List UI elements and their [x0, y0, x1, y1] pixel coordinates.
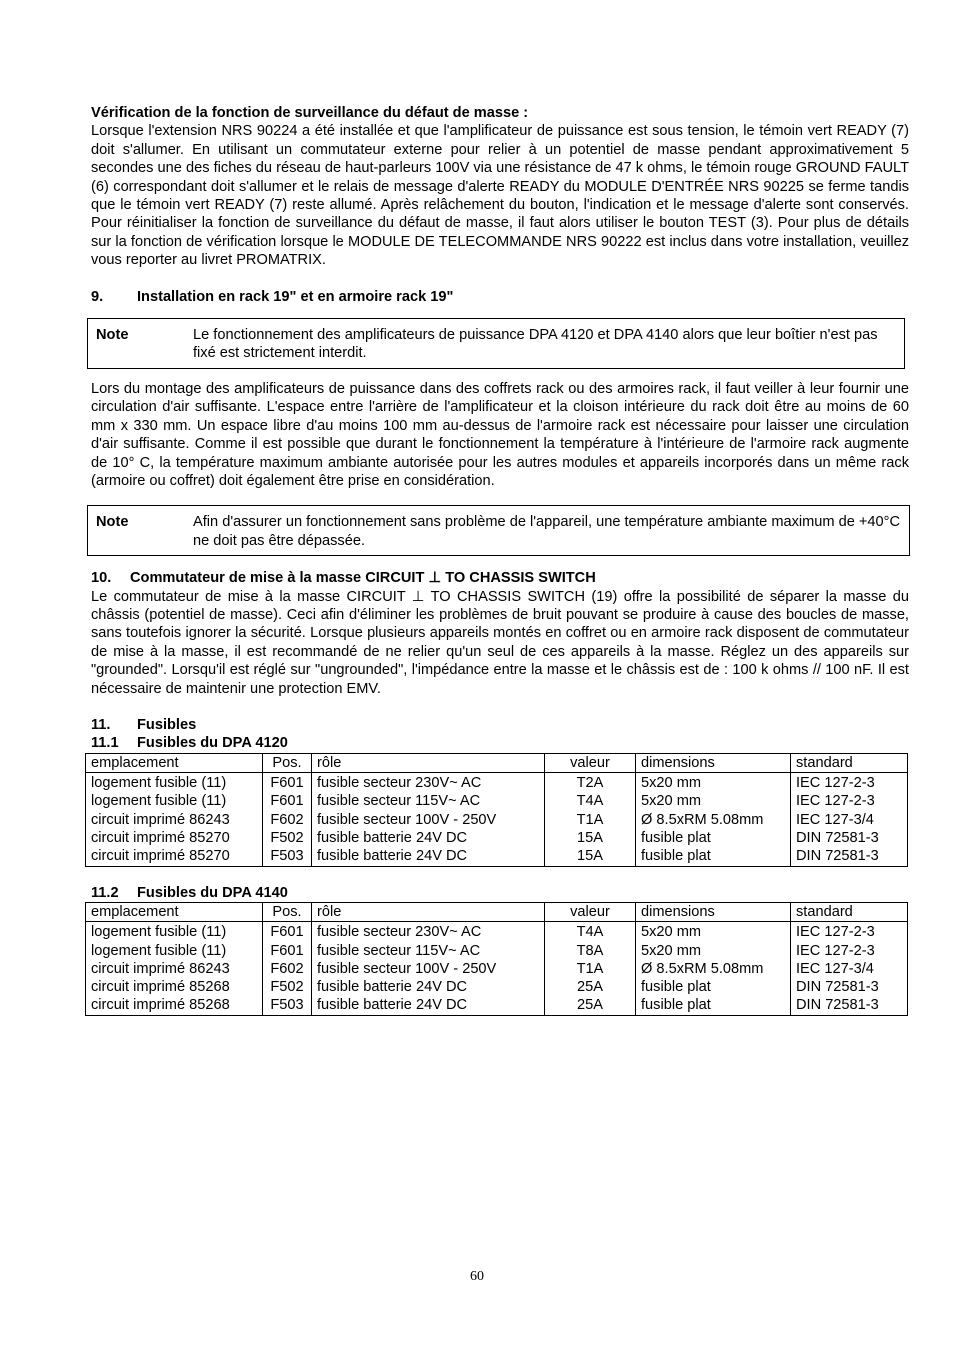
cell-valeur: T4A — [545, 922, 636, 942]
note-text-1: Le fonctionnement des amplificateurs de puissance DPA 4120 et DPA 4140 alors que leur boîtier n'est pas fixé est strictement interdit. — [193, 327, 878, 362]
cell-standard: DIN 72581-3 — [791, 978, 908, 996]
note-box-1 — [87, 318, 905, 369]
cell-pos: F503 — [263, 996, 312, 1015]
section-10-heading — [91, 569, 909, 587]
cell-emplacement: circuit imprimé 86243 — [86, 811, 263, 829]
fuse-table-dpa-4140 — [85, 902, 908, 1016]
cell-emplacement: logement fusible (11) — [86, 773, 263, 793]
cell-pos: F502 — [263, 978, 312, 996]
cell-pos: F601 — [263, 792, 312, 810]
cell-pos: F602 — [263, 811, 312, 829]
section-10-title: Commutateur de mise à la masse CIRCUIT ⊥ TO CHASSIS SWITCH — [130, 570, 596, 587]
table-header-row — [86, 753, 908, 772]
fuse-table-dpa-4120 — [85, 753, 908, 867]
table-header-row — [86, 902, 908, 921]
cell-role: fusible secteur 230V~ AC — [312, 773, 545, 793]
table-body — [86, 922, 908, 1015]
cell-role: fusible secteur 115V~ AC — [312, 792, 545, 810]
section-9-paragraph: Lors du montage des amplificateurs de puissance dans des coffrets rack ou des armoires rack, il faut veiller à leur fournir une circulation d'air suffisante. L'espace entre l'arrière de l'amplificateur et la cloison intérieure du rack doit être au moins de 60 mm x 330 mm. Un espace libre d'au moins 100 mm au-dessus de l'armoire rack est nécessaire pour laisser une circulation d'air suffisante. Comme il est possible que durant le fonctionnement la température à l'intérieure de l'armoire rack augmente de 10° C, la température maximum ambiante autorisée pour les autres modules et appareils incorporés dans un même rack (armoire ou coffret) doit également être prise en considération. — [91, 380, 909, 489]
cell-standard: IEC 127-3/4 — [791, 960, 908, 978]
cell-valeur: T1A — [545, 811, 636, 829]
header-pos: Pos. — [263, 902, 312, 921]
cell-standard: DIN 72581-3 — [791, 847, 908, 866]
cell-dimensions: 5x20 mm — [636, 942, 791, 960]
cell-dimensions: fusible plat — [636, 829, 791, 847]
header-dimensions: dimensions — [636, 902, 791, 921]
cell-pos: F601 — [263, 773, 312, 793]
page-number: 60 — [470, 1269, 484, 1284]
header-role: rôle — [312, 753, 545, 772]
note-label-1: Note — [96, 327, 129, 344]
table-row — [86, 960, 908, 978]
cell-role: fusible secteur 100V - 250V — [312, 811, 545, 829]
cell-standard: IEC 127-2-3 — [791, 922, 908, 942]
cell-role: fusible batterie 24V DC — [312, 829, 545, 847]
cell-standard: IEC 127-3/4 — [791, 811, 908, 829]
cell-emplacement: circuit imprimé 85268 — [86, 978, 263, 996]
cell-role: fusible secteur 100V - 250V — [312, 960, 545, 978]
cell-dimensions: fusible plat — [636, 847, 791, 866]
cell-role: fusible batterie 24V DC — [312, 978, 545, 996]
cell-standard: DIN 72581-3 — [791, 829, 908, 847]
table-row — [86, 829, 908, 847]
section-9-title: Installation en rack 19" et en armoire rack 19" — [137, 288, 454, 305]
cell-valeur: 25A — [545, 996, 636, 1015]
cell-valeur: 25A — [545, 978, 636, 996]
table-row — [86, 811, 908, 829]
section-10-number: 10. — [91, 570, 112, 587]
cell-dimensions: 5x20 mm — [636, 773, 791, 793]
cell-role: fusible batterie 24V DC — [312, 996, 545, 1015]
table-1-number: 11.1 — [91, 735, 119, 752]
table-2-heading — [91, 884, 909, 902]
header-standard: standard — [791, 753, 908, 772]
cell-emplacement: circuit imprimé 85268 — [86, 996, 263, 1015]
table-row — [86, 792, 908, 810]
cell-standard: IEC 127-2-3 — [791, 773, 908, 793]
cell-standard: DIN 72581-3 — [791, 996, 908, 1015]
intro-paragraph: Lorsque l'extension NRS 90224 a été installée et que l'amplificateur de puissance est sous tension, le témoin vert READY (7) doit s'allumer. En utilisant un commutateur externe pour relier à un potentiel de masse pendant approximativement 5 secondes une des fiches du réseau de haut-parleurs 100V via une résistance de 47 k ohms, le témoin rouge GROUND FAULT (6) correspondant doit s'allumer et le relais de message d'alerte READY du MODULE D'ENTRÉE NRS 90225 se ferme tandis que le témoin vert READY (7) reste allumé. Après relâchement du bouton, l'indication et le message d'alerte sont conservés. Pour réinitialiser la fonction de surveillance du défaut de masse, il faut alors utiliser le bouton TEST (3). Pour plus de détails sur la fonction de vérification lorsque le MODULE DE TELECOMMANDE NRS 90222 est inclus dans votre installation, veuillez vous reporter au livret PROMATRIX. — [91, 123, 909, 269]
intro-heading: Vérification de la fonction de surveillance du défaut de masse : — [91, 105, 529, 121]
cell-valeur: T4A — [545, 792, 636, 810]
table-row — [86, 996, 908, 1015]
section-11-title: Fusibles — [137, 716, 197, 733]
cell-dimensions: Ø 8.5xRM 5.08mm — [636, 811, 791, 829]
cell-emplacement: logement fusible (11) — [86, 792, 263, 810]
cell-valeur: T2A — [545, 773, 636, 793]
cell-pos: F503 — [263, 847, 312, 866]
header-valeur: valeur — [545, 902, 636, 921]
note-text-2: Afin d'assurer un fonctionnement sans problème de l'appareil, une température ambiante maximum de +40°C ne doit pas être dépassée. — [193, 514, 901, 549]
table-2-title: Fusibles du DPA 4140 — [137, 884, 288, 901]
cell-pos: F502 — [263, 829, 312, 847]
header-standard: standard — [791, 902, 908, 921]
header-role: rôle — [312, 902, 545, 921]
cell-valeur: 15A — [545, 847, 636, 866]
table-1-heading — [91, 734, 909, 752]
note-label-2: Note — [96, 514, 129, 531]
section-10-paragraph: Le commutateur de mise à la masse CIRCUIT ⊥ TO CHASSIS SWITCH (19) offre la possibilité de séparer la masse du châssis (potentiel de masse). Ceci afin d'éliminer les problèmes de bruit pouvant se produire à cause des boucles de masse, sans toutefois ignorer la sécurité. Lorsque plusieurs appareils montés en coffret ou en armoire rack disposent de commutateur de mise à la masse, il est recommandé de ne relier qu'un seul de ces appareils à la masse. Réglez un des appareils sur "grounded". Lorsqu'il est réglé sur "ungrounded", l'impédance entre la masse et le châssis est de : 100 k ohms // 100 nF. Il est nécessaire de maintenir une protection EMV. — [91, 588, 909, 697]
cell-standard: IEC 127-2-3 — [791, 942, 908, 960]
table-1-title: Fusibles du DPA 4120 — [137, 735, 288, 752]
cell-emplacement: circuit imprimé 86243 — [86, 960, 263, 978]
table-row — [86, 922, 908, 942]
header-emplacement: emplacement — [86, 902, 263, 921]
cell-role: fusible secteur 230V~ AC — [312, 922, 545, 942]
document-page — [91, 104, 909, 1016]
header-valeur: valeur — [545, 753, 636, 772]
section-9-number: 9. — [91, 288, 104, 305]
table-row — [86, 773, 908, 793]
cell-emplacement: circuit imprimé 85270 — [86, 847, 263, 866]
header-pos: Pos. — [263, 753, 312, 772]
cell-dimensions: 5x20 mm — [636, 792, 791, 810]
header-emplacement: emplacement — [86, 753, 263, 772]
cell-pos: F601 — [263, 922, 312, 942]
section-11-heading — [91, 716, 909, 734]
table-2-number: 11.2 — [91, 884, 119, 901]
table-body — [86, 773, 908, 866]
cell-emplacement: logement fusible (11) — [86, 942, 263, 960]
cell-dimensions: fusible plat — [636, 978, 791, 996]
cell-valeur: T1A — [545, 960, 636, 978]
cell-dimensions: 5x20 mm — [636, 922, 791, 942]
cell-valeur: 15A — [545, 829, 636, 847]
header-dimensions: dimensions — [636, 753, 791, 772]
table-row — [86, 942, 908, 960]
table-row — [86, 978, 908, 996]
cell-role: fusible batterie 24V DC — [312, 847, 545, 866]
cell-valeur: T8A — [545, 942, 636, 960]
section-11-number: 11. — [91, 716, 111, 733]
cell-dimensions: fusible plat — [636, 996, 791, 1015]
cell-pos: F602 — [263, 960, 312, 978]
cell-pos: F601 — [263, 942, 312, 960]
table-row — [86, 847, 908, 866]
cell-standard: IEC 127-2-3 — [791, 792, 908, 810]
cell-emplacement: circuit imprimé 85270 — [86, 829, 263, 847]
cell-role: fusible secteur 115V~ AC — [312, 942, 545, 960]
note-box-2 — [87, 505, 910, 556]
section-9-heading — [91, 288, 909, 306]
cell-emplacement: logement fusible (11) — [86, 922, 263, 942]
cell-dimensions: Ø 8.5xRM 5.08mm — [636, 960, 791, 978]
